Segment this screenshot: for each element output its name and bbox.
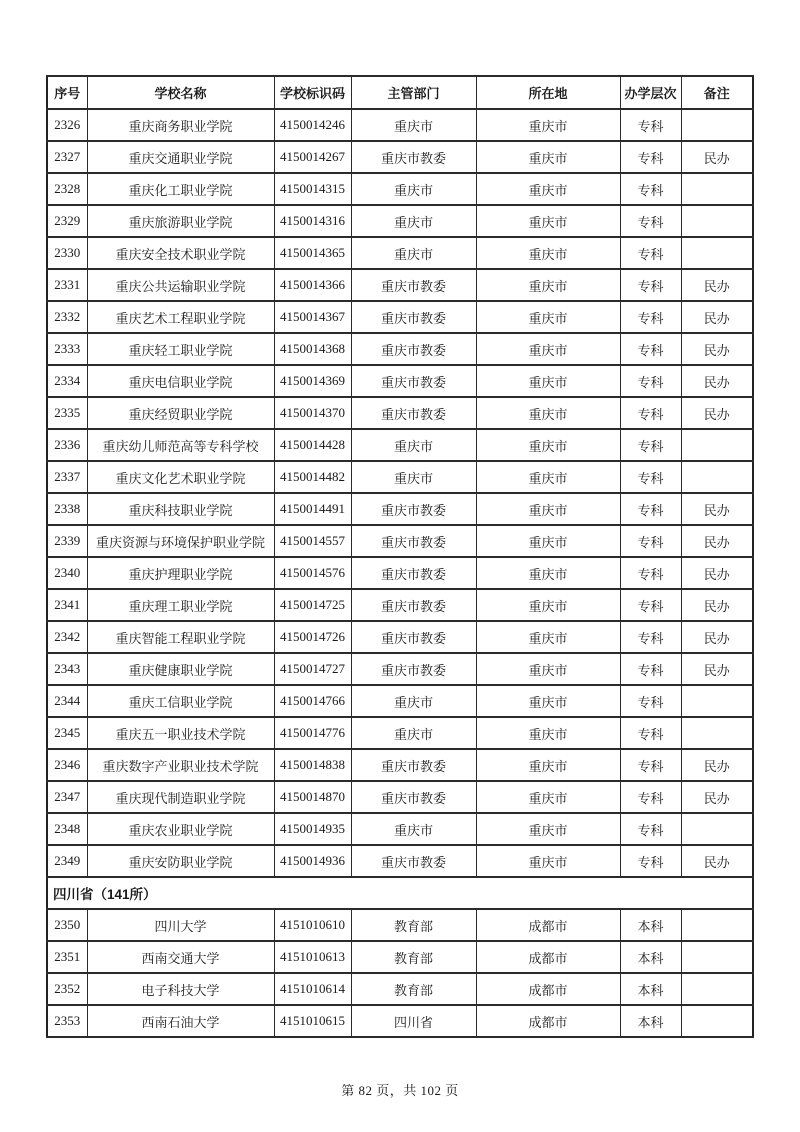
cell-department: 重庆市教委 <box>351 589 476 621</box>
cell-level: 专科 <box>620 621 681 653</box>
table-row <box>47 621 753 653</box>
cell-department: 重庆市教委 <box>351 365 476 397</box>
table-row <box>47 109 753 141</box>
cell-serial: 2334 <box>47 365 87 397</box>
document-page <box>46 75 754 1038</box>
cell-department: 重庆市教委 <box>351 621 476 653</box>
cell-location: 重庆市 <box>476 333 620 365</box>
cell-school-code: 4150014727 <box>274 653 351 685</box>
cell-school-code: 4150014428 <box>274 429 351 461</box>
cell-serial: 2350 <box>47 909 87 941</box>
cell-level: 专科 <box>620 301 681 333</box>
cell-level: 专科 <box>620 557 681 589</box>
cell-location: 重庆市 <box>476 461 620 493</box>
cell-note: 民办 <box>681 589 753 621</box>
cell-school-name: 重庆幼儿师范高等专科学校 <box>87 429 274 461</box>
cell-note: 民办 <box>681 781 753 813</box>
cell-note <box>681 429 753 461</box>
province-section-row <box>47 877 753 909</box>
cell-note: 民办 <box>681 365 753 397</box>
cell-location: 重庆市 <box>476 141 620 173</box>
cell-location: 重庆市 <box>476 525 620 557</box>
cell-serial: 2331 <box>47 269 87 301</box>
cell-note: 民办 <box>681 301 753 333</box>
cell-note <box>681 685 753 717</box>
cell-school-code: 4150014776 <box>274 717 351 749</box>
cell-level: 本科 <box>620 973 681 1005</box>
cell-school-code: 4150014935 <box>274 813 351 845</box>
cell-school-name: 西南交通大学 <box>87 941 274 973</box>
cell-department: 重庆市教委 <box>351 301 476 333</box>
cell-department: 重庆市 <box>351 109 476 141</box>
table-row <box>47 653 753 685</box>
cell-level: 专科 <box>620 845 681 877</box>
column-header-school-code: 学校标识码 <box>274 76 351 109</box>
table-row <box>47 589 753 621</box>
cell-note: 民办 <box>681 557 753 589</box>
cell-level: 专科 <box>620 141 681 173</box>
cell-serial: 2336 <box>47 429 87 461</box>
cell-note <box>681 237 753 269</box>
cell-location: 重庆市 <box>476 813 620 845</box>
cell-department: 四川省 <box>351 1005 476 1037</box>
cell-level: 专科 <box>620 173 681 205</box>
cell-school-name: 重庆安防职业学院 <box>87 845 274 877</box>
cell-school-name: 四川大学 <box>87 909 274 941</box>
cell-serial: 2342 <box>47 621 87 653</box>
cell-note <box>681 813 753 845</box>
cell-school-code: 4150014368 <box>274 333 351 365</box>
cell-location: 重庆市 <box>476 589 620 621</box>
cell-location: 重庆市 <box>476 205 620 237</box>
cell-school-name: 重庆五一职业技术学院 <box>87 717 274 749</box>
cell-serial: 2338 <box>47 493 87 525</box>
table-row <box>47 781 753 813</box>
table-row <box>47 397 753 429</box>
cell-serial: 2335 <box>47 397 87 429</box>
cell-level: 专科 <box>620 237 681 269</box>
cell-department: 重庆市 <box>351 685 476 717</box>
cell-school-name: 重庆电信职业学院 <box>87 365 274 397</box>
cell-serial: 2352 <box>47 973 87 1005</box>
school-table-body <box>47 109 753 1037</box>
cell-school-name: 重庆经贸职业学院 <box>87 397 274 429</box>
column-header-serial: 序号 <box>47 76 87 109</box>
cell-department: 重庆市教委 <box>351 269 476 301</box>
column-header-location: 所在地 <box>476 76 620 109</box>
cell-note: 民办 <box>681 525 753 557</box>
cell-department: 重庆市教委 <box>351 493 476 525</box>
cell-location: 重庆市 <box>476 749 620 781</box>
cell-school-name: 重庆护理职业学院 <box>87 557 274 589</box>
cell-school-code: 4150014315 <box>274 173 351 205</box>
page-indicator: 第 82 页，共 102 页 <box>341 1083 459 1098</box>
cell-serial: 2346 <box>47 749 87 781</box>
table-row <box>47 365 753 397</box>
cell-school-name: 重庆轻工职业学院 <box>87 333 274 365</box>
cell-location: 重庆市 <box>476 365 620 397</box>
cell-note: 民办 <box>681 653 753 685</box>
cell-note <box>681 1005 753 1037</box>
cell-school-code: 4150014725 <box>274 589 351 621</box>
cell-serial: 2339 <box>47 525 87 557</box>
table-row <box>47 429 753 461</box>
cell-note: 民办 <box>681 141 753 173</box>
cell-level: 专科 <box>620 269 681 301</box>
cell-school-name: 重庆安全技术职业学院 <box>87 237 274 269</box>
cell-department: 教育部 <box>351 973 476 1005</box>
table-row <box>47 493 753 525</box>
cell-location: 重庆市 <box>476 621 620 653</box>
cell-note: 民办 <box>681 269 753 301</box>
cell-school-code: 4151010615 <box>274 1005 351 1037</box>
cell-school-code: 4150014366 <box>274 269 351 301</box>
cell-school-code: 4150014482 <box>274 461 351 493</box>
cell-level: 专科 <box>620 525 681 557</box>
cell-level: 专科 <box>620 493 681 525</box>
cell-school-code: 4150014936 <box>274 845 351 877</box>
cell-location: 成都市 <box>476 909 620 941</box>
table-row <box>47 301 753 333</box>
table-row <box>47 525 753 557</box>
cell-location: 重庆市 <box>476 429 620 461</box>
cell-level: 专科 <box>620 749 681 781</box>
cell-school-name: 重庆商务职业学院 <box>87 109 274 141</box>
cell-school-name: 重庆智能工程职业学院 <box>87 621 274 653</box>
cell-school-name: 重庆交通职业学院 <box>87 141 274 173</box>
cell-school-code: 4150014726 <box>274 621 351 653</box>
table-row <box>47 141 753 173</box>
cell-school-code: 4150014370 <box>274 397 351 429</box>
school-list-table <box>46 75 754 1038</box>
cell-note <box>681 941 753 973</box>
cell-department: 教育部 <box>351 941 476 973</box>
cell-department: 重庆市 <box>351 237 476 269</box>
table-header-row <box>47 76 753 109</box>
cell-location: 重庆市 <box>476 109 620 141</box>
cell-note <box>681 973 753 1005</box>
cell-level: 专科 <box>620 461 681 493</box>
cell-school-name: 电子科技大学 <box>87 973 274 1005</box>
cell-department: 重庆市 <box>351 813 476 845</box>
cell-location: 成都市 <box>476 973 620 1005</box>
cell-level: 专科 <box>620 685 681 717</box>
table-row <box>47 237 753 269</box>
cell-level: 专科 <box>620 781 681 813</box>
cell-school-name: 重庆资源与环境保护职业学院 <box>87 525 274 557</box>
cell-serial: 2333 <box>47 333 87 365</box>
cell-location: 重庆市 <box>476 781 620 813</box>
cell-location: 重庆市 <box>476 653 620 685</box>
table-row <box>47 205 753 237</box>
column-header-school-name: 学校名称 <box>87 76 274 109</box>
cell-location: 重庆市 <box>476 173 620 205</box>
column-header-note: 备注 <box>681 76 753 109</box>
cell-location: 重庆市 <box>476 685 620 717</box>
cell-level: 本科 <box>620 941 681 973</box>
cell-note: 民办 <box>681 749 753 781</box>
table-row <box>47 845 753 877</box>
cell-school-name: 重庆艺术工程职业学院 <box>87 301 274 333</box>
cell-serial: 2345 <box>47 717 87 749</box>
cell-note: 民办 <box>681 333 753 365</box>
cell-note: 民办 <box>681 493 753 525</box>
table-row <box>47 1005 753 1037</box>
cell-serial: 2344 <box>47 685 87 717</box>
cell-school-name: 重庆理工职业学院 <box>87 589 274 621</box>
cell-department: 重庆市 <box>351 173 476 205</box>
cell-level: 专科 <box>620 397 681 429</box>
cell-note: 民办 <box>681 621 753 653</box>
cell-location: 成都市 <box>476 1005 620 1037</box>
cell-school-name: 重庆现代制造职业学院 <box>87 781 274 813</box>
cell-department: 重庆市教委 <box>351 525 476 557</box>
cell-serial: 2329 <box>47 205 87 237</box>
cell-serial: 2341 <box>47 589 87 621</box>
cell-serial: 2327 <box>47 141 87 173</box>
cell-location: 成都市 <box>476 941 620 973</box>
column-header-level: 办学层次 <box>620 76 681 109</box>
cell-location: 重庆市 <box>476 557 620 589</box>
table-row <box>47 973 753 1005</box>
cell-location: 重庆市 <box>476 269 620 301</box>
cell-note: 民办 <box>681 397 753 429</box>
province-section-label: 四川省（141所） <box>47 877 753 909</box>
cell-level: 专科 <box>620 813 681 845</box>
cell-department: 重庆市 <box>351 205 476 237</box>
cell-serial: 2343 <box>47 653 87 685</box>
table-row <box>47 333 753 365</box>
cell-location: 重庆市 <box>476 845 620 877</box>
cell-school-name: 重庆文化艺术职业学院 <box>87 461 274 493</box>
cell-school-code: 4151010613 <box>274 941 351 973</box>
cell-serial: 2347 <box>47 781 87 813</box>
cell-level: 专科 <box>620 109 681 141</box>
cell-level: 专科 <box>620 429 681 461</box>
cell-school-code: 4150014365 <box>274 237 351 269</box>
page-footer <box>0 1080 800 1099</box>
cell-serial: 2348 <box>47 813 87 845</box>
cell-serial: 2337 <box>47 461 87 493</box>
cell-department: 重庆市教委 <box>351 781 476 813</box>
cell-school-name: 重庆工信职业学院 <box>87 685 274 717</box>
table-row <box>47 717 753 749</box>
cell-department: 重庆市 <box>351 717 476 749</box>
cell-location: 重庆市 <box>476 301 620 333</box>
table-row <box>47 813 753 845</box>
cell-level: 专科 <box>620 365 681 397</box>
cell-department: 重庆市教委 <box>351 653 476 685</box>
cell-note <box>681 461 753 493</box>
cell-location: 重庆市 <box>476 717 620 749</box>
cell-school-code: 4150014316 <box>274 205 351 237</box>
cell-serial: 2353 <box>47 1005 87 1037</box>
cell-school-name: 重庆化工职业学院 <box>87 173 274 205</box>
cell-location: 重庆市 <box>476 237 620 269</box>
cell-school-name: 重庆公共运输职业学院 <box>87 269 274 301</box>
cell-location: 重庆市 <box>476 493 620 525</box>
cell-school-code: 4150014491 <box>274 493 351 525</box>
cell-school-name: 重庆旅游职业学院 <box>87 205 274 237</box>
cell-note <box>681 909 753 941</box>
cell-serial: 2326 <box>47 109 87 141</box>
cell-department: 重庆市 <box>351 461 476 493</box>
cell-level: 专科 <box>620 205 681 237</box>
cell-note: 民办 <box>681 845 753 877</box>
cell-school-code: 4150014369 <box>274 365 351 397</box>
cell-serial: 2349 <box>47 845 87 877</box>
cell-school-name: 西南石油大学 <box>87 1005 274 1037</box>
cell-school-code: 4150014267 <box>274 141 351 173</box>
cell-note <box>681 717 753 749</box>
table-row <box>47 557 753 589</box>
cell-school-name: 重庆农业职业学院 <box>87 813 274 845</box>
cell-note <box>681 173 753 205</box>
cell-school-code: 4150014766 <box>274 685 351 717</box>
cell-level: 专科 <box>620 333 681 365</box>
cell-note <box>681 205 753 237</box>
cell-level: 本科 <box>620 1005 681 1037</box>
cell-location: 重庆市 <box>476 397 620 429</box>
cell-serial: 2330 <box>47 237 87 269</box>
cell-school-code: 4151010614 <box>274 973 351 1005</box>
cell-school-code: 4150014557 <box>274 525 351 557</box>
table-row <box>47 909 753 941</box>
cell-level: 专科 <box>620 717 681 749</box>
cell-department: 重庆市教委 <box>351 397 476 429</box>
cell-level: 本科 <box>620 909 681 941</box>
cell-school-name: 重庆数字产业职业技术学院 <box>87 749 274 781</box>
cell-level: 专科 <box>620 653 681 685</box>
cell-school-code: 4151010610 <box>274 909 351 941</box>
cell-school-code: 4150014246 <box>274 109 351 141</box>
cell-serial: 2328 <box>47 173 87 205</box>
table-row <box>47 685 753 717</box>
cell-school-code: 4150014367 <box>274 301 351 333</box>
cell-department: 重庆市教委 <box>351 141 476 173</box>
table-row <box>47 461 753 493</box>
column-header-department: 主管部门 <box>351 76 476 109</box>
cell-department: 教育部 <box>351 909 476 941</box>
cell-department: 重庆市 <box>351 429 476 461</box>
cell-note <box>681 109 753 141</box>
cell-school-name: 重庆健康职业学院 <box>87 653 274 685</box>
cell-school-code: 4150014870 <box>274 781 351 813</box>
table-row <box>47 269 753 301</box>
table-row <box>47 941 753 973</box>
cell-department: 重庆市教委 <box>351 333 476 365</box>
cell-serial: 2351 <box>47 941 87 973</box>
table-row <box>47 173 753 205</box>
cell-department: 重庆市教委 <box>351 557 476 589</box>
table-row <box>47 749 753 781</box>
cell-department: 重庆市教委 <box>351 845 476 877</box>
cell-school-name: 重庆科技职业学院 <box>87 493 274 525</box>
cell-serial: 2332 <box>47 301 87 333</box>
cell-level: 专科 <box>620 589 681 621</box>
cell-school-code: 4150014838 <box>274 749 351 781</box>
cell-school-code: 4150014576 <box>274 557 351 589</box>
cell-serial: 2340 <box>47 557 87 589</box>
cell-department: 重庆市教委 <box>351 749 476 781</box>
